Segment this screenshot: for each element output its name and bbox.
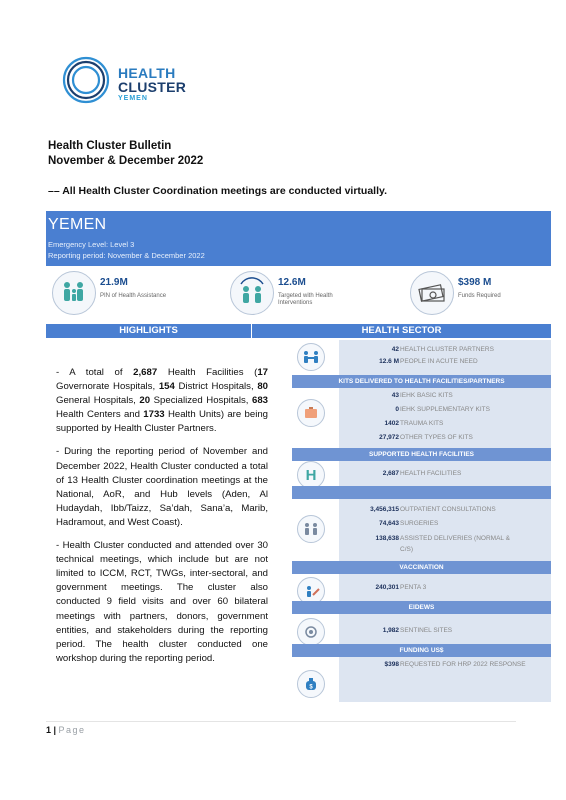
emergency-level: Emergency Level: Level 3 [48, 240, 135, 249]
facilities-band: SUPPORTED HEALTH FACILITIES [292, 448, 551, 461]
stat-row: 3,456,315OUTPATIENT CONSULTATIONS [370, 506, 496, 513]
stat-pin-label: PIN of Health Assistance [100, 293, 167, 299]
bulletin-title-line-2: November & December 2022 [48, 155, 204, 167]
reporting-period: Reporting period: November & December 2022 [48, 251, 205, 260]
health-sector-header: HEALTH SECTOR [252, 324, 551, 338]
stat-row: 12.6 MPEOPLE IN ACUTE NEED [379, 358, 478, 365]
stat-pin-value: 21.9M [100, 277, 128, 288]
stat-row: 43IEHK BASIC KITS [391, 392, 453, 399]
bulletin-title-line-1: Health Cluster Bulletin [48, 140, 172, 152]
sentinel-icon [297, 618, 325, 646]
kits-band: KITS DELIVERED TO HEALTH FACILITIES/PARTNERS [292, 375, 551, 388]
money-icon [410, 271, 454, 315]
page-number: 1 [46, 725, 52, 735]
stat-row: 0IEHK SUPPLEMENTARY KITS [395, 406, 490, 413]
stat-funds-label: Funds Required [458, 293, 501, 299]
stat-row: $398REQUESTED FOR HRP 2022 RESPONSE [384, 661, 526, 668]
hospital-h-icon [297, 461, 325, 489]
stat-row: 42HEALTH CLUSTER PARTNERS [391, 346, 494, 353]
stat-row: 138,638ASSISTED DELIVERIES (NORMAL & [375, 535, 510, 542]
logo-line-2: CLUSTER [118, 79, 187, 95]
stat-row: 240,301PENTA 3 [375, 584, 427, 591]
stat-row: 1402TRAUMA KITS [384, 420, 444, 427]
stat-row: 74,643SURGERIES [379, 520, 439, 527]
vaccination-band: VACCINATION [292, 561, 551, 574]
highlight-paragraph-2: - During the reporting period of November and December 2022, Health Cluster conducted a total of 13 Health Cluster coordination meetings at the National, AoR, and Hub levels (Aden, Al Hudaydah, Ibb/Taizz, Sa’dah, Sana’a, Marib, Hadramout, and West Coast). [56, 446, 268, 528]
svg-text:H: H [305, 467, 317, 484]
footer-divider [46, 721, 516, 722]
stat-targeted-value: 12.6M [278, 277, 306, 288]
key-stats [46, 268, 551, 318]
stat-funds-value: $398 M [458, 277, 492, 288]
eidews-band: EIDEWS [292, 601, 551, 614]
highlight-paragraph-3: - Health Cluster conducted and attended over 30 technical meetings, which include but are not limited to ICCM, RCT, TWGs, inter-sectoral, and government meetings. The cluster also conducted 9 field visits and over 60 bilateral meetings with partners, donors, government entities, and stakeholders during the reporting period. The health cluster conducted one workshop during the reporting period. [56, 540, 268, 664]
stat-row: C/S) [400, 546, 413, 553]
logo-wordmark [118, 66, 186, 102]
services-band [292, 486, 551, 499]
page-separator: | [51, 725, 59, 735]
country-name: YEMEN [48, 216, 107, 233]
meetings-notice: –– All Health Cluster Coordination meetings are conducted virtually. [48, 185, 387, 197]
bulletin-title [48, 139, 203, 169]
logo-line-1: HEALTH [118, 65, 176, 81]
people-icon [52, 271, 96, 315]
stat-row: 1,982SENTINEL SITES [382, 627, 453, 634]
funding-band: FUNDING US$ [292, 644, 551, 657]
highlights-header: HIGHLIGHTS [46, 324, 251, 338]
logo-line-3: YEMEN [118, 95, 148, 102]
money-bag-icon [297, 670, 325, 698]
kit-box-icon [297, 399, 325, 427]
medical-staff-icon [297, 515, 325, 543]
stat-row: 2,687HEALTH FACILITIES [382, 470, 462, 477]
stat-row: 27,972OTHER TYPES OF KITS [379, 434, 473, 441]
svg-text:$: $ [309, 684, 313, 691]
targeted-people-icon [230, 271, 274, 315]
stat-targeted-label: Targeted with Health Interventions [278, 293, 333, 306]
swirl-logo-icon [58, 52, 114, 108]
highlight-paragraph-1: - A total of 2,687 Health Facilities (17 Governorate Hospitals, 154 District Hospitals, 80 General Hospitals, 20 Specialized Hospitals, 683 Health Centers and 1733 Health Units) are being supported by Health Cluster Partners. [56, 367, 269, 435]
page-word: Page [58, 725, 86, 735]
handshake-icon [297, 343, 325, 371]
health-cluster-logo [58, 52, 208, 108]
country-banner [46, 211, 551, 266]
page-footer [46, 725, 86, 735]
highlights-text [56, 366, 268, 675]
